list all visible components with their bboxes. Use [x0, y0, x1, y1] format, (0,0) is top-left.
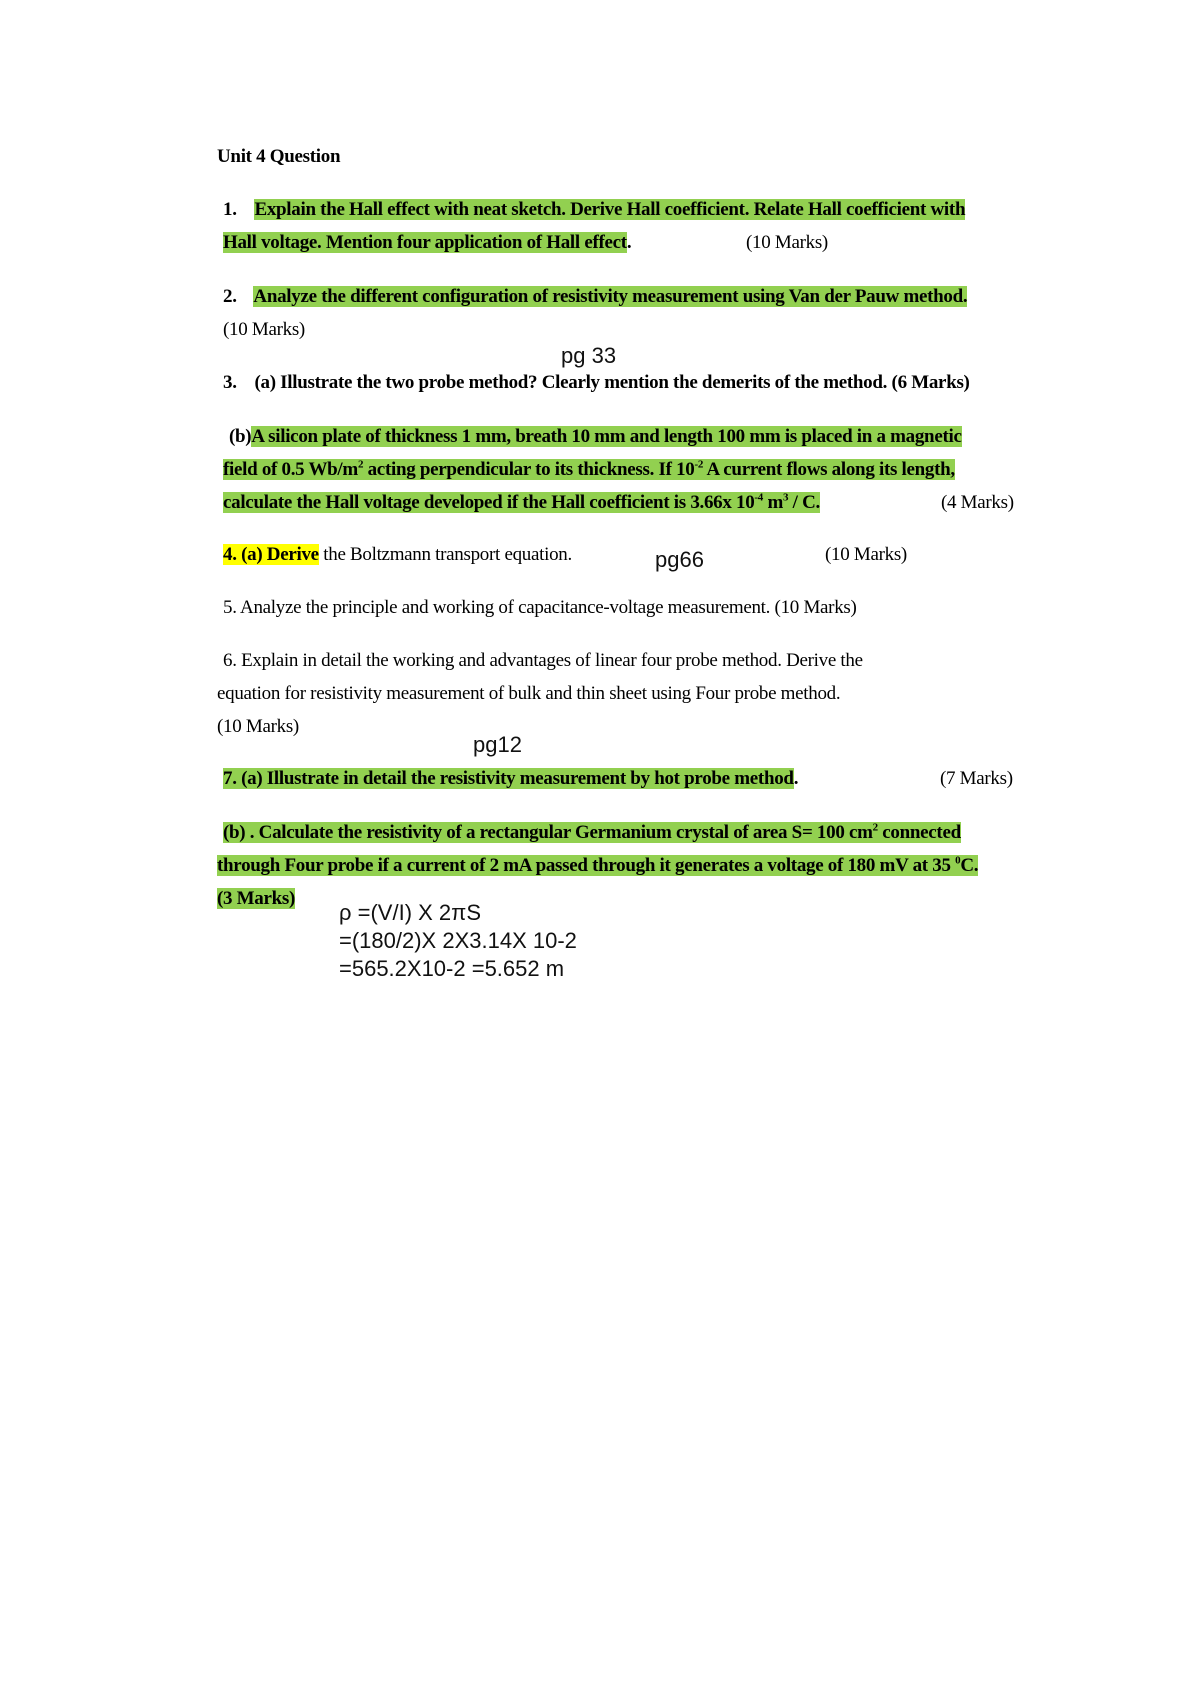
- question-5: 5. Analyze the principle and working of capacitance-voltage measurement. (10 Marks): [223, 597, 857, 618]
- question-7b-line-1: (b) . Calculate the resistivity of a rectangular Germanium crystal of area S= 100 $cm^2$ connected: [223, 821, 961, 843]
- question-3b-line-2: field of 0.5 $Wb/m^2$ acting perpendicular to its thickness. If $10^{-2}$ A current flows along its length,: [223, 458, 955, 480]
- handwritten-note-pg66: pg66: [655, 547, 704, 572]
- question-7a-text: 7. (a) Illustrate in detail the resistivity measurement by hot probe method: [223, 768, 794, 789]
- question-2-marks: (10 Marks): [223, 319, 305, 340]
- question-3a-text: (a) Illustrate the two probe method? Clearly mention the demerits of the method. (6 Marks): [254, 372, 970, 393]
- page-title: Unit 4 Question: [217, 146, 341, 167]
- question-3b-line-3: calculate the Hall voltage developed if the Hall coefficient is 3.66x $10^{-4}$ $m^3$ / C.: [223, 491, 820, 513]
- question-3-number: 3.: [223, 372, 237, 393]
- question-3b-label: (b): [229, 426, 252, 447]
- question-3b-marks: (4 Marks): [941, 492, 1014, 513]
- solution-line-3: =565.2X10-2 =5.652 m: [339, 956, 565, 981]
- question-6-line-2: equation for resistivity measurement of bulk and thin sheet using Four probe method.: [217, 683, 841, 704]
- question-1-text-2: Hall voltage. Mention four application of Hall effect: [223, 232, 627, 253]
- question-7b-marks: (3 Marks): [217, 888, 296, 909]
- question-4: [223, 542, 572, 568]
- question-3b-text-1: A silicon plate of thickness 1 mm, breath 10 mm and length 100 mm is placed in a magnetic: [251, 426, 962, 447]
- handwritten-note-pg33: pg 33: [561, 343, 617, 368]
- handwritten-note-pg12: pg12: [473, 732, 522, 757]
- question-1-line-1: [223, 197, 965, 223]
- question-3a: [223, 370, 970, 396]
- question-7a: 7. (a) Illustrate in detail the resistivity measurement by hot probe method.: [223, 768, 799, 789]
- question-2-number: 2.: [223, 286, 237, 307]
- question-6-line-1: 6. Explain in detail the working and advantages of linear four probe method. Derive the: [223, 650, 863, 671]
- question-2-line-1: [223, 284, 967, 310]
- question-7b-line-2: through Four probe if a current of 2 mA passed through it generates a voltage of 180 mV at 35 $^0$C.: [217, 854, 979, 876]
- question-1-text-1: Explain the Hall effect with neat sketch. Derive Hall coefficient. Relate Hall coefficient with: [254, 199, 966, 220]
- solution-line-1: ρ =(V/I) X 2πS: [339, 900, 482, 925]
- question-2-text: Analyze the different configuration of resistivity measurement using Van der Pauw method.: [253, 286, 968, 307]
- question-4-highlight: 4. (a) Derive: [223, 544, 319, 565]
- question-7a-marks: (7 Marks): [940, 768, 1013, 789]
- solution-line-2: =(180/2)X 2X3.14X 10-2: [339, 928, 577, 953]
- question-4-text: the Boltzmann transport equation.: [318, 544, 572, 565]
- question-4-marks: (10 Marks): [825, 544, 907, 565]
- question-6-marks: (10 Marks): [217, 716, 299, 737]
- question-1-line-2: Hall voltage. Mention four application of Hall effect.: [223, 232, 632, 253]
- question-3b-line-1: [229, 424, 962, 450]
- question-1-marks: (10 Marks): [746, 232, 828, 253]
- question-1-number: 1.: [223, 199, 237, 220]
